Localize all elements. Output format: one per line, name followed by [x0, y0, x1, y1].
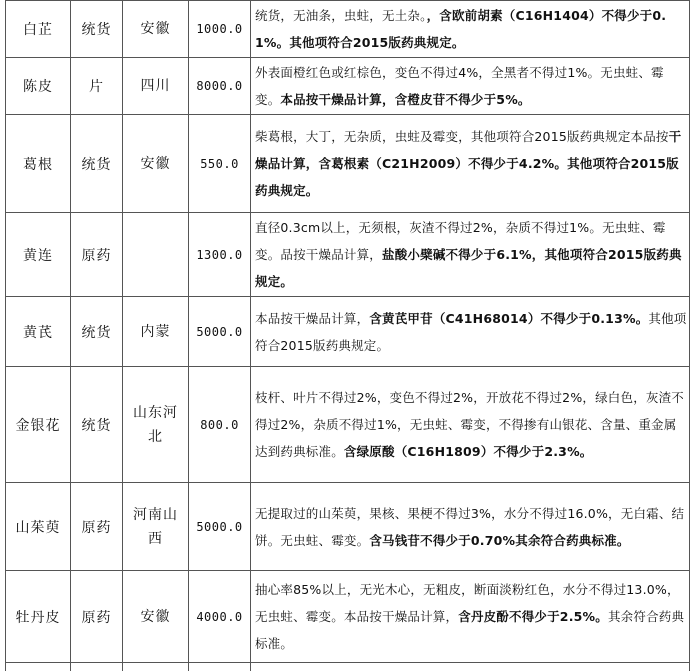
spec-cell: 原药	[71, 213, 123, 297]
standard-text: 抽心率85%以上，无光木心，无粗皮，断面淡粉红色，水分不得过13.0%，无虫蛀、霉变。本品按干燥品计算，	[255, 582, 680, 624]
table-row	[6, 297, 690, 367]
quality-standard-cell	[251, 115, 690, 213]
table-row	[6, 483, 690, 571]
origin-cell	[123, 571, 189, 663]
origin-line: 西	[148, 530, 163, 547]
herb-name-cell: 山茱萸	[6, 483, 71, 571]
spec-cell: 统货	[71, 297, 123, 367]
standard-text: 统货，无油条，虫蛀，无土杂。	[255, 8, 427, 23]
table-row	[6, 367, 690, 483]
quality-standard-cell	[251, 571, 690, 663]
spec-cell: 统货	[71, 115, 123, 213]
table-row	[6, 1, 690, 58]
quality-standard-cell	[251, 58, 690, 115]
spec-cell: 原药	[71, 571, 123, 663]
spec-cell: 片	[71, 58, 123, 115]
quantity-cell: 1000.0	[189, 1, 251, 58]
standard-text-bold: 含黄芪甲苷（C41H68014）不得少于0.13%。	[369, 310, 649, 326]
standard-text: 其余符合药典标准。	[255, 609, 685, 651]
spec-cell: 原药	[71, 483, 123, 571]
standard-text: 直径0.3cm以上，无须根，灰渣不得过2%，杂质不得过1%。无虫蛀、霉变。品按干燥品计算，	[255, 220, 666, 262]
standard-text-bold: 含马钱苷不得少于0.70%其余符合药典标准。	[369, 532, 630, 548]
quantity-cell: 550.0	[189, 115, 251, 213]
origin-line: 安徽	[140, 608, 171, 625]
herb-name-cell: 牡丹皮	[6, 571, 71, 663]
table-row	[6, 58, 690, 115]
origin-line: 山东河	[133, 404, 178, 421]
standard-text: 柴葛根，大丁，无杂质，虫蛀及霉变，其他项符合2015版药典规定本品按	[255, 129, 669, 144]
herb-name-cell: 葛根	[6, 115, 71, 213]
standard-text-bold: 本品按干燥品计算，含橙皮苷不得少于5%。	[280, 92, 531, 107]
herb-name-cell: 白芷	[6, 1, 71, 58]
origin-cell	[123, 483, 189, 571]
origin-cell	[123, 297, 189, 367]
quantity-cell: 1300.0	[189, 213, 251, 297]
quality-standard-cell	[251, 483, 690, 571]
standard-text: 其他项符合2015版药典规定。	[255, 310, 687, 353]
standard-text-bold: 含绿原酸（C16H1809）不得少于2.3%。	[343, 444, 593, 459]
standard-text: 外表面橙红色或红棕色，变色不得过4%，全黑者不得过1%。无虫蛀、霉变。	[255, 65, 664, 107]
quantity-cell: 800.0	[189, 367, 251, 483]
spec-cell: 统货	[71, 367, 123, 483]
quantity-cell: 5000.0	[189, 297, 251, 367]
quantity-cell: 8000.0	[189, 58, 251, 115]
standard-text: 本品按干燥品计算，	[255, 310, 370, 326]
herb-name-cell: 黄芪	[6, 297, 71, 367]
herb-spec-table	[5, 0, 690, 671]
origin-cell	[123, 115, 189, 213]
herb-spec-table-body	[6, 1, 690, 671]
standard-text-bold: 盐酸小檗碱不得少于6.1%，其他项符合2015版药典规定。	[255, 247, 682, 289]
herb-name-cell: 陈皮	[6, 58, 71, 115]
spec-cell: 统货	[71, 1, 123, 58]
standard-text: 枝杆、叶片不得过2%，变色不得过2%，开放花不得过2%，绿白色，灰渣不得过2%，杂质不得过1%，无虫蛀、霉变，不得掺有山银花、含量、重金属达到药典标准。	[255, 390, 684, 459]
table-row	[6, 115, 690, 213]
origin-line: 安徽	[140, 155, 171, 172]
standard-text-bold: 含丹皮酚不得少于2.5%。	[458, 609, 608, 624]
origin-line: 四川	[140, 78, 171, 94]
table-row	[6, 213, 690, 297]
standard-text-bold: 干燥品计算，含葛根素（C21H2009）不得少于4.2%。其他项符合2015版药典规定。	[255, 129, 682, 198]
quality-standard-cell	[251, 213, 690, 297]
origin-cell	[123, 58, 189, 115]
standard-text: 无提取过的山茱萸，果核、果梗不得过3%，水分不得过16.0%，无白霜、结饼。无虫蛀、霉变。	[255, 505, 685, 548]
origin-line: 内蒙	[140, 323, 171, 340]
table-row	[6, 571, 690, 663]
standard-text-bold: ，含欧前胡素（C16H1404）不得少于0.1%。其他项符合2015版药典规定。	[255, 8, 667, 50]
herb-name-cell: 金银花	[6, 367, 71, 483]
origin-line: 安徽	[140, 21, 171, 37]
origin-line: 河南山	[133, 506, 178, 523]
quality-standard-cell	[251, 297, 690, 367]
quality-standard-cell	[251, 1, 690, 58]
origin-cell	[123, 367, 189, 483]
quality-standard-cell	[251, 367, 690, 483]
quantity-cell: 5000.0	[189, 483, 251, 571]
origin-cell	[123, 1, 189, 58]
origin-cell	[123, 213, 189, 297]
origin-line: 北	[148, 428, 163, 445]
quantity-cell: 4000.0	[189, 571, 251, 663]
herb-name-cell: 黄连	[6, 213, 71, 297]
